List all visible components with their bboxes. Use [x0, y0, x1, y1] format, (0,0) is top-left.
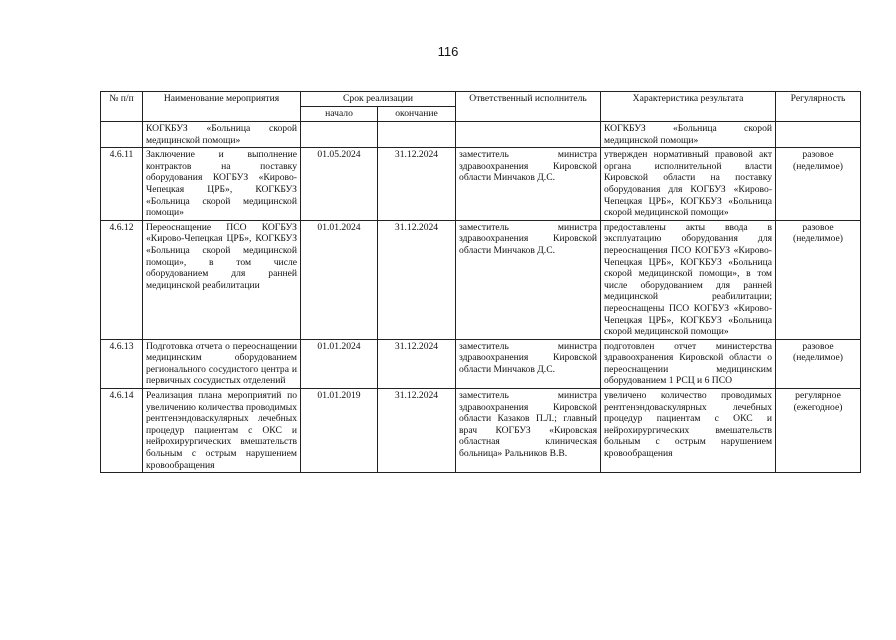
row-responsible: заместитель министра здравоохранения Кировской области Минчаков Д.С.	[456, 339, 601, 388]
row-name: Подготовка отчета о переоснащении медицинским оборудованием регионального сосудистого центра и первичных сосудистых отделений	[143, 339, 301, 388]
row-regularity: разовое (неделимое)	[776, 339, 861, 388]
row-regularity: разовое (неделимое)	[776, 220, 861, 339]
row-responsible: заместитель министра здравоохранения Кировской области Минчаков Д.С.	[456, 220, 601, 339]
row-responsible: заместитель министра здравоохранения Кировской области Минчаков Д.С.	[456, 148, 601, 221]
row-start: 01.05.2024	[301, 148, 378, 221]
cont-result: КОГКБУЗ «Больница скорой медицинской помощи»	[601, 122, 776, 148]
row-result: подготовлен отчет министерства здравоохранения Кировской области о переоснащении медицинским оборудованием 1 РСЦ и 6 ПСО	[601, 339, 776, 388]
table-row	[101, 339, 861, 388]
header-end: окончание	[378, 107, 456, 122]
row-end: 31.12.2024	[378, 220, 456, 339]
row-num: 4.6.14	[101, 389, 143, 473]
header-row	[101, 92, 861, 107]
row-num: 4.6.13	[101, 339, 143, 388]
header-num: № п/п	[101, 92, 143, 122]
cont-regularity	[776, 122, 861, 148]
row-regularity: регулярное (ежегодное)	[776, 389, 861, 473]
continuation-row	[101, 122, 861, 148]
header-responsible: Ответственный исполнитель	[456, 92, 601, 122]
cont-name: КОГКБУЗ «Больница скорой медицинской помощи»	[143, 122, 301, 148]
header-regularity: Регулярность	[776, 92, 861, 122]
row-end: 31.12.2024	[378, 148, 456, 221]
header-result: Характеристика результата	[601, 92, 776, 122]
row-name: Заключение и выполнение контрактов на поставку оборудования КОГБУЗ «Кирово-Чепецкая ЦРБ», КОГКБУЗ «Больница скорой медицинской помощи»	[143, 148, 301, 221]
page-number: 116	[437, 44, 459, 59]
table-row	[101, 220, 861, 339]
row-name: Реализация плана мероприятий по увеличению количества проводимых рентгенэндоваскулярных лечебных процедур пациентам с ОКС и нейрохирургических вмешательств больным с острым нарушением кровообращения	[143, 389, 301, 473]
header-name: Наименование мероприятия	[143, 92, 301, 122]
row-responsible: заместитель министра здравоохранения Кировской области Казаков П.Л.; главный врач КОГБУЗ «Кировская областная клиническая больница» Ральников В.В.	[456, 389, 601, 473]
row-result: предоставлены акты ввода в эксплуатацию оборудования для переоснащения ПСО КОГБУЗ «Кирово-Чепецкая ЦРБ», КОГКБУЗ «Больница скорой медицинской помощи», в том числе оборудованием для ранней медицинской реабилитации; переоснащены ПСО КОГБУЗ «Кирово-Чепецкая ЦРБ», КОГКБУЗ «Больница скорой медицинской помощи»	[601, 220, 776, 339]
cont-end	[378, 122, 456, 148]
row-start: 01.01.2024	[301, 220, 378, 339]
row-num: 4.6.12	[101, 220, 143, 339]
header-period: Срок реализации	[301, 92, 456, 107]
cont-responsible	[456, 122, 601, 148]
row-regularity: разовое (неделимое)	[776, 148, 861, 221]
table-row	[101, 148, 861, 221]
row-name: Переоснащение ПСО КОГБУЗ «Кирово-Чепецкая ЦРБ», КОГКБУЗ «Больница скорой медицинской помощи», в том числе оборудованием для ранней медицинской реабилитации	[143, 220, 301, 339]
row-num: 4.6.11	[101, 148, 143, 221]
row-result: утвержден нормативный правовой акт органа исполнительной власти Кировской области на поставку оборудования для КОГБУЗ «Кирово-Чепецкая ЦРБ», КОГКБУЗ «Больница скорой медицинской помощи»	[601, 148, 776, 221]
row-start: 01.01.2019	[301, 389, 378, 473]
row-start: 01.01.2024	[301, 339, 378, 388]
table-row	[101, 389, 861, 473]
header-start: начало	[301, 107, 378, 122]
row-end: 31.12.2024	[378, 339, 456, 388]
measures-table	[100, 91, 861, 473]
cont-num	[101, 122, 143, 148]
row-result: увеличено количество проводимых рентгенэндоваскулярных лечебных процедур пациентам с ОКС и нейрохирургических вмешательств больным с острым нарушением кровообращения	[601, 389, 776, 473]
row-end: 31.12.2024	[378, 389, 456, 473]
cont-start	[301, 122, 378, 148]
